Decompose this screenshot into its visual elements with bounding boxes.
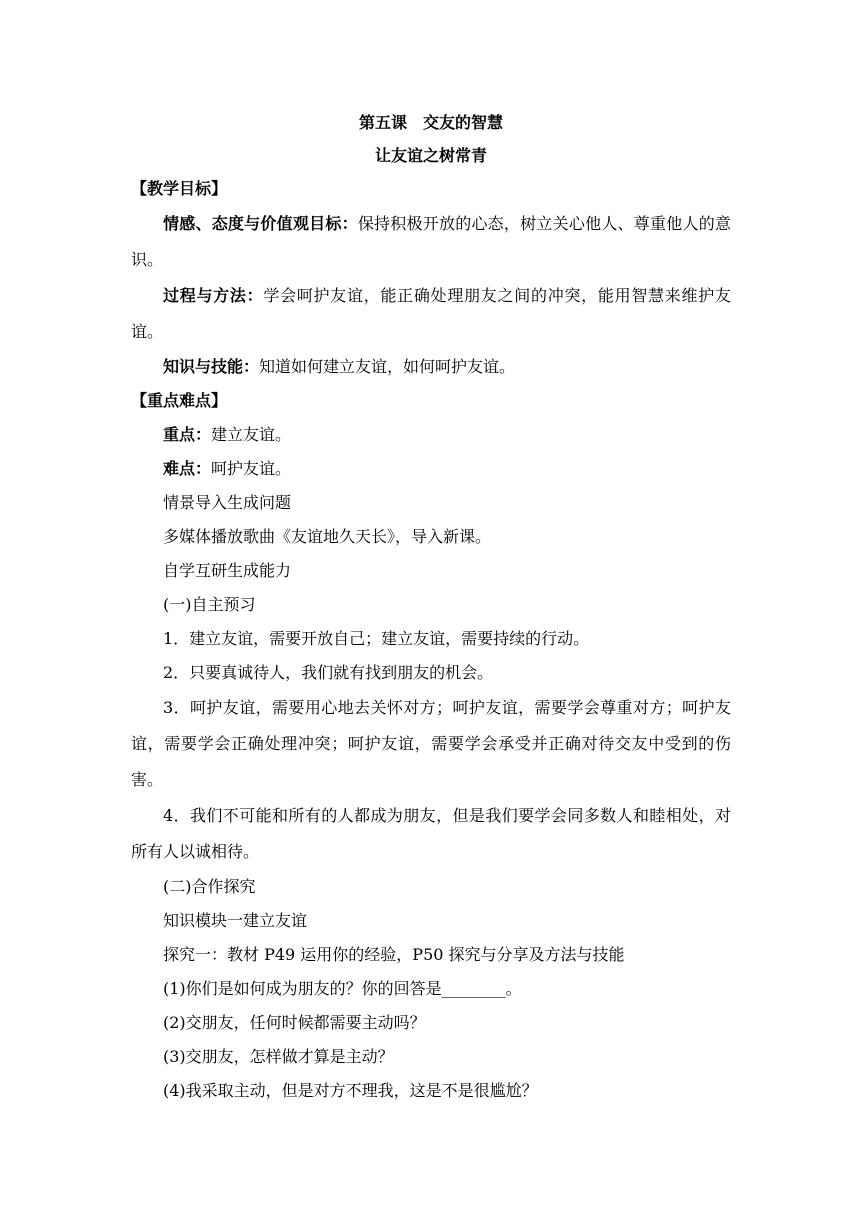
goal-process-sep: ：	[246, 286, 264, 305]
self-study-title: 自学互研生成能力	[163, 561, 292, 580]
preview-title: (一)自主预习	[163, 595, 256, 614]
question-1: (1)你们是如何成为朋友的？你的回答是________。	[163, 979, 522, 998]
module-title: 知识模块一建立友谊	[163, 911, 308, 930]
key-point-label: 重点	[163, 425, 196, 444]
intro-text: 多媒体播放歌曲《友谊地久天长》，导入新课。	[163, 527, 492, 546]
difficult-point-label: 难点	[163, 459, 196, 478]
intro-title: 情景导入生成问题	[163, 493, 292, 512]
goal-emotion-text: 保持积极开放的心态，树立关心他人、尊重他人的意识。	[131, 214, 731, 269]
difficult-point	[131, 452, 731, 486]
explore-one: 探究一：教材 P49 运用你的经验，P50 探究与分享及方法与技能	[163, 945, 625, 964]
lesson-subtitle: 让友谊之树常青	[374, 146, 487, 165]
document-body	[131, 106, 731, 1108]
coop-title: (二)合作探究	[163, 877, 256, 896]
goal-process	[131, 278, 731, 350]
goal-knowledge-label: 知识与技能	[163, 357, 244, 376]
goal-knowledge	[131, 350, 731, 384]
goal-emotion	[131, 206, 731, 278]
preview-item-1: 1．建立友谊，需要开放自己；建立友谊，需要持续的行动。	[163, 629, 590, 648]
difficult-point-sep: ：	[195, 459, 212, 478]
key-point-sep: ：	[195, 425, 212, 444]
key-point-text: 建立友谊。	[211, 425, 292, 444]
question-4: (4)我采取主动，但是对方不理我，这是不是很尴尬？	[163, 1081, 538, 1100]
goal-emotion-label: 情感、态度与价值观目标	[163, 214, 342, 233]
key-point	[131, 418, 731, 452]
section-heading-key: 【重点难点】	[131, 391, 228, 410]
question-3: (3)交朋友，怎样做才算是主动？	[163, 1047, 394, 1066]
preview-item-4: 4．我们不可能和所有的人都成为朋友，但是我们要学会同多数人和睦相处，对所有人以诚相待。	[131, 806, 731, 861]
lesson-title: 第五课 交友的智慧	[358, 113, 503, 132]
preview-item-3: 3．呵护友谊，需要用心地去关怀对方；呵护友谊，需要学会尊重对方；呵护友谊，需要学会正确处理冲突；呵护友谊，需要学会承受并正确对待交友中受到的伤害。	[131, 698, 731, 789]
preview-item-2: 2．只要真诚待人，我们就有找到朋友的机会。	[163, 663, 494, 682]
section-heading-goals: 【教学目标】	[131, 179, 228, 198]
question-2: (2)交朋友，任何时候都需要主动吗？	[163, 1013, 426, 1032]
goal-process-text: 学会呵护友谊，能正确处理朋友之间的冲突，能用智慧来维护友谊。	[131, 286, 731, 341]
difficult-point-text: 呵护友谊。	[211, 459, 292, 478]
goal-emotion-sep: ：	[341, 214, 358, 233]
goal-knowledge-sep: ：	[243, 357, 260, 376]
goal-knowledge-text: 知道如何建立友谊，如何呵护友谊。	[259, 357, 516, 376]
goal-process-label: 过程与方法	[163, 286, 247, 305]
